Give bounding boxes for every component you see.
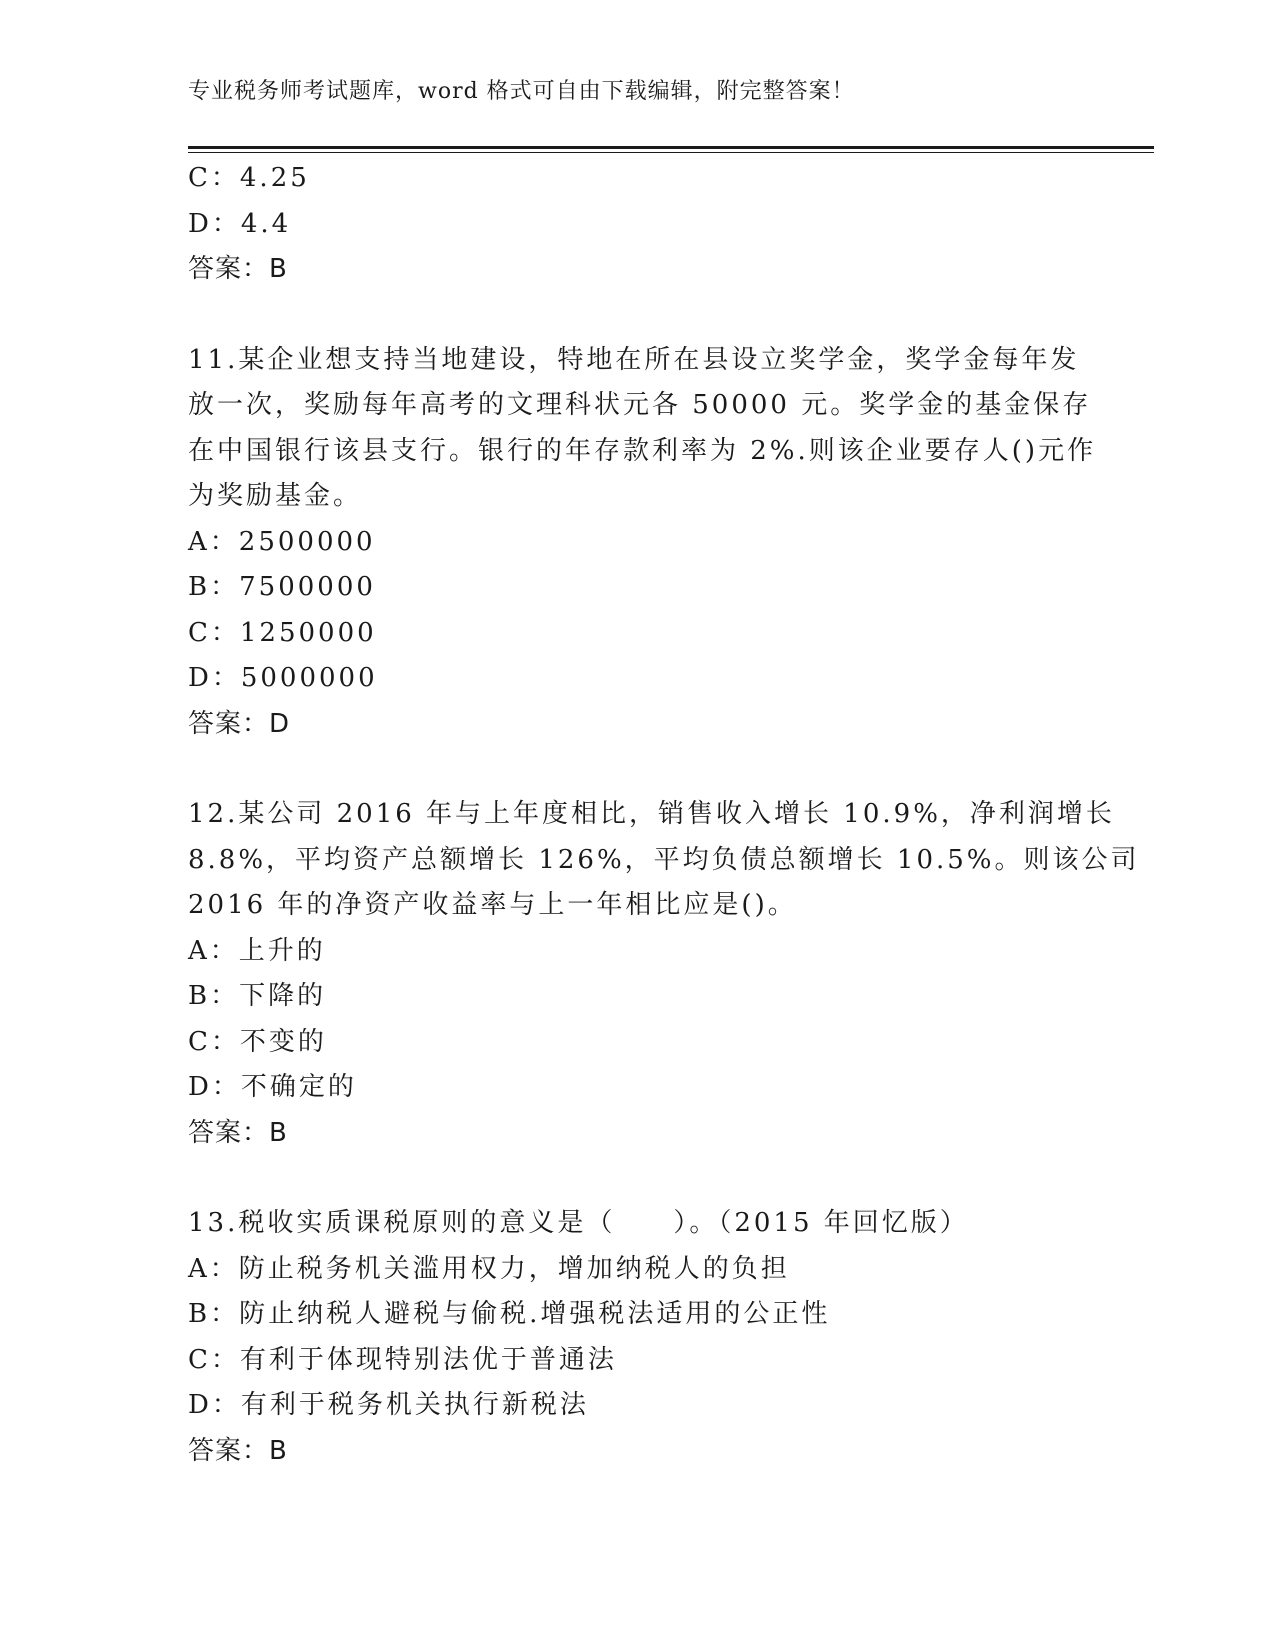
- question-stem-line: 13.税收实质课税原则的意义是（ ）。（2015 年回忆版）: [188, 1208, 969, 1238]
- header-note: 专业税务师考试题库，word 格式可自由下载编辑，附完整答案！: [188, 79, 855, 104]
- question-stem-line: 放一次，奖励每年高考的文理科状元各 50000 元。奖学金的基金保存: [188, 390, 1092, 420]
- option-c: C：有利于体现特别法优于普通法: [188, 1344, 617, 1375]
- option-d: D：不确定的: [188, 1072, 357, 1102]
- question-stem-line: 12.某公司 2016 年与上年度相比，销售收入增长 10.9%，净利润增长: [188, 799, 1115, 829]
- answer-line: 答案：B: [188, 254, 288, 284]
- spacer: [188, 293, 1088, 338]
- option-d: D：有利于税务机关执行新税法: [188, 1390, 589, 1420]
- option-b: B：下降的: [188, 981, 327, 1011]
- option-c: C：1250000: [188, 617, 377, 648]
- spacer: [188, 747, 1088, 792]
- option-a: A：2500000: [188, 526, 376, 557]
- prev-question-block: [188, 156, 1088, 293]
- header-divider: [188, 146, 1154, 153]
- question-stem-line: 在中国银行该县支行。银行的年存款利率为 2%.则该企业要存人()元作: [188, 435, 1097, 466]
- answer-line: 答案：B: [188, 1117, 288, 1148]
- option-d: D：5000000: [188, 663, 378, 693]
- question-13: [188, 1201, 1088, 1474]
- option-b: B：防止纳税人避税与偷税.增强税法适用的公正性: [188, 1299, 831, 1329]
- question-stem-line: 8.8%，平均资产总额增长 126%，平均负债总额增长 10.5%。则该公司: [188, 844, 1140, 875]
- answer-line: 答案：D: [188, 708, 291, 739]
- option-d: D：4.4: [188, 208, 292, 239]
- question-12: [188, 792, 1140, 1156]
- option-c: C：不变的: [188, 1026, 327, 1057]
- option-c: C：4.25: [188, 163, 310, 193]
- option-b: B：7500000: [188, 572, 376, 602]
- question-stem-line: 为奖励基金。: [188, 481, 363, 511]
- option-a: A：防止税务机关滥用权力，增加纳税人的负担: [188, 1253, 790, 1284]
- answer-line: 答案：B: [188, 1435, 288, 1466]
- spacer: [188, 1156, 1088, 1201]
- question-stem-line: 11.某企业想支持当地建设，特地在所在县设立奖学金，奖学金每年发: [188, 344, 1080, 375]
- option-a: A：上升的: [188, 935, 326, 966]
- question-content: [188, 156, 1140, 1474]
- question-11: [188, 338, 1097, 748]
- question-stem-line: 2016 年的净资产收益率与上一年相比应是()。: [188, 890, 797, 920]
